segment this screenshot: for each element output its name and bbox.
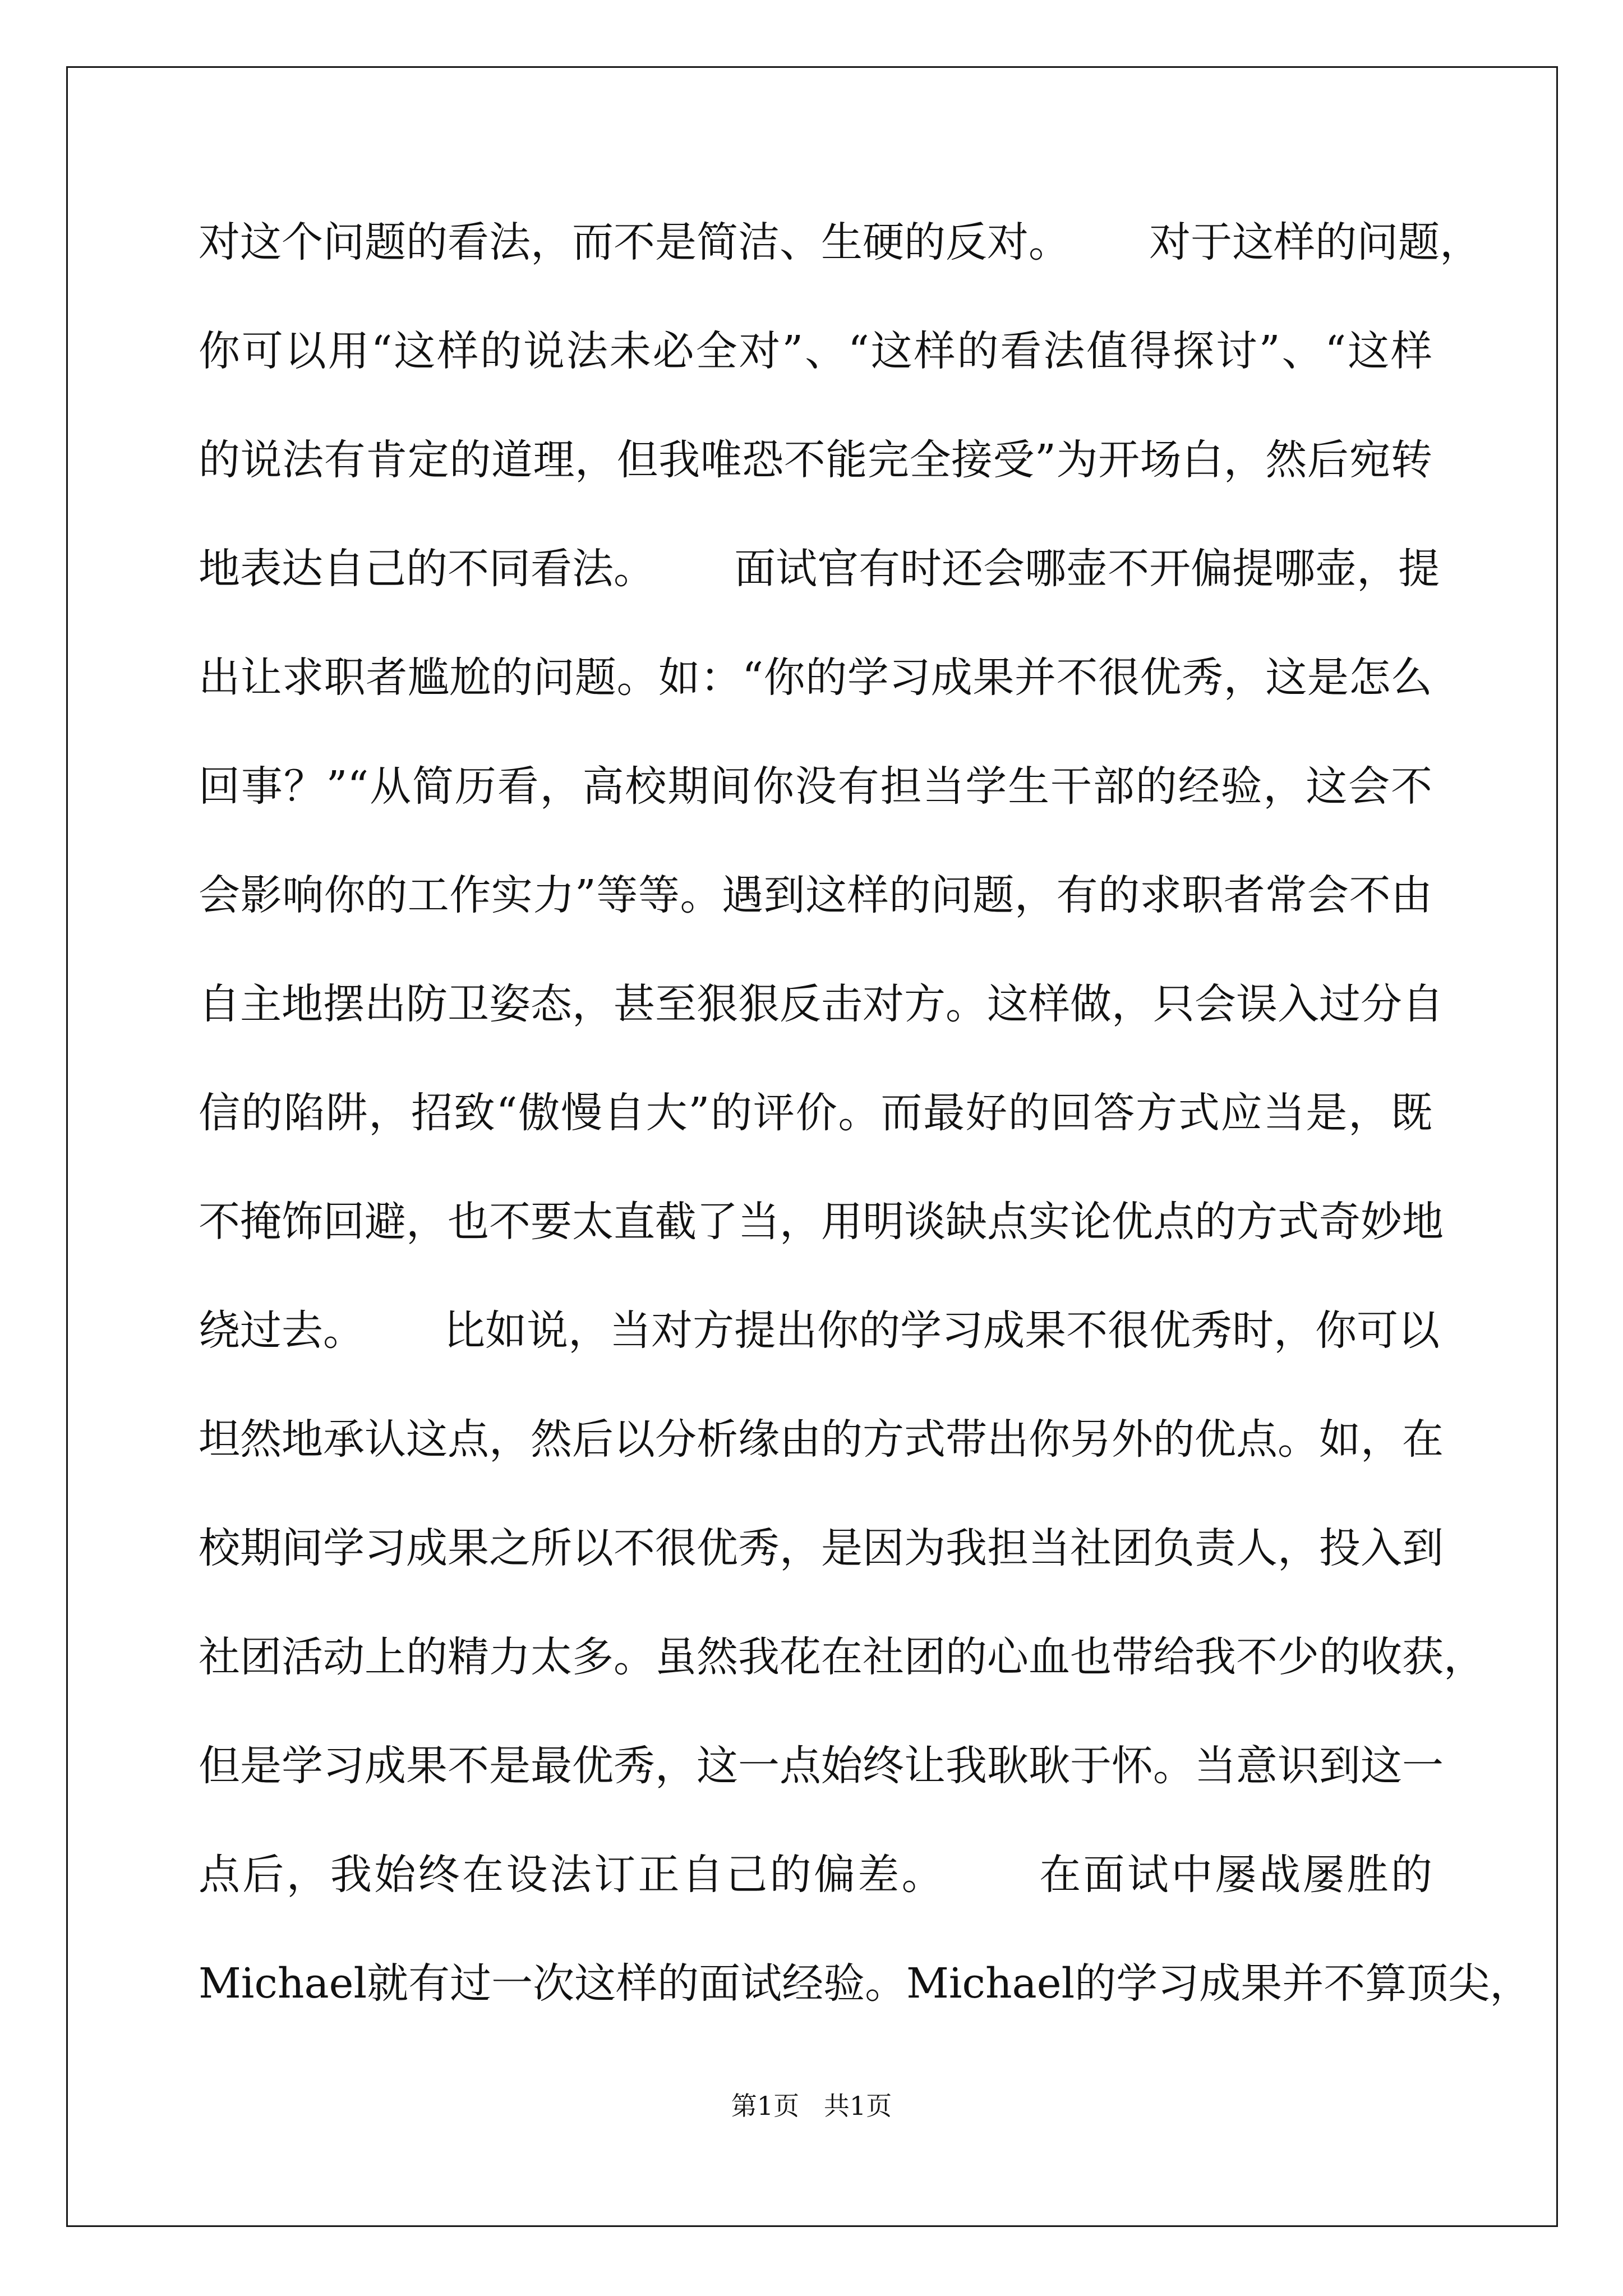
text-line: 的说法有肯定的道理，但我唯恐不能完全接受”为开场白，然后宛转 <box>199 436 1432 484</box>
page-number-footer: 第1页 共1页 <box>731 2091 892 2121</box>
text-line: 不掩饰回避，也不要太直截了当，用明谈缺点实论优点的方式奇妙地 <box>199 1198 1444 1246</box>
document-body <box>199 188 1532 2038</box>
text-line: 信的陷阱，招致“傲慢自大”的评价。而最好的回答方式应当是，既 <box>199 1089 1432 1137</box>
text-line: 社团活动上的精力太多。虽然我花在社团的心血也带给我不少的收获， <box>199 1633 1485 1681</box>
text-line: Michael就有过一次这样的面试经验。Michael的学习成果并不算顶尖， <box>199 1959 1532 2008</box>
text-line: 出让求职者尴尬的问题。如：“你的学习成果并不很优秀，这是怎么 <box>199 654 1432 702</box>
text-line: 但是学习成果不是最优秀，这一点始终让我耿耿于怀。当意识到这一 <box>199 1742 1444 1790</box>
text-line: 校期间学习成果之所以不很优秀，是因为我担当社团负责人，投入到 <box>199 1524 1444 1572</box>
text-line: 绕过去。 比如说，当对方提出你的学习成果不很优秀时，你可以 <box>199 1306 1440 1355</box>
text-line: 你可以用“这样的说法未必全对”、“这样的看法值得探讨”、“这样 <box>199 327 1432 375</box>
text-line: 坦然地承认这点，然后以分析缘由的方式带出你另外的优点。如，在 <box>199 1415 1444 1464</box>
text-line: 回事？”“从简历看，高校期间你没有担当学生干部的经验，这会不 <box>199 762 1432 811</box>
text-line: 会影响你的工作实力”等等。遇到这样的问题，有的求职者常会不由 <box>199 871 1432 919</box>
text-line: 对这个问题的看法，而不是简洁、生硬的反对。 对于这样的问题， <box>199 218 1482 266</box>
text-line: 自主地摆出防卫姿态，甚至狠狠反击对方。这样做，只会误入过分自 <box>199 980 1444 1028</box>
text-line: 地表达自己的不同看法。 面试官有时还会哪壶不开偏提哪壶，提 <box>199 545 1440 593</box>
text-line: 点后，我始终在设法订正自己的偏差。 在面试中屡战屡胜的 <box>199 1851 1432 1899</box>
